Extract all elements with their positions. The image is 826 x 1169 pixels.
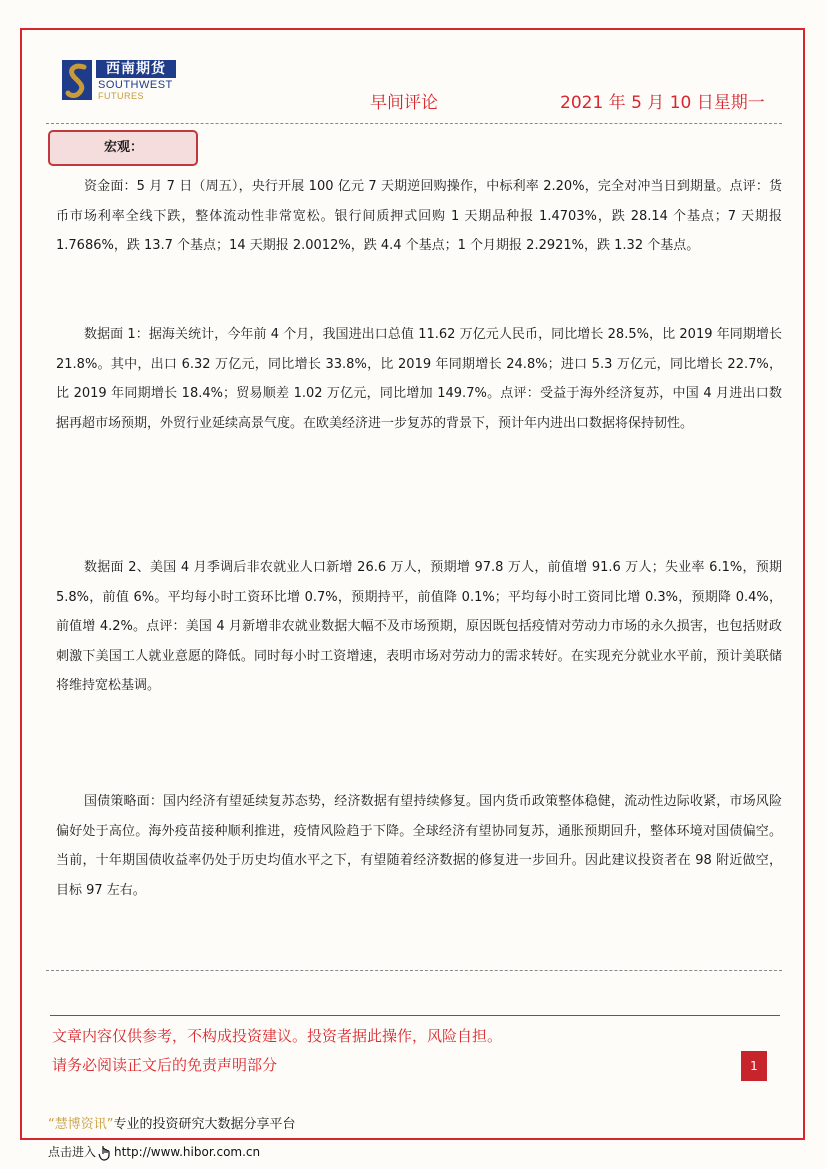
- paragraph-data-2: 数据面 2、美国 4 月季调后非农就业人口新增 26.6 万人，预期增 97.8 万人，前值增 91.6 万人；失业率 6.1%，预期 5.8%，前值 6%。平均每小时工资环比增 0.7%，预期持平，前值降 0.1%；平均每小时工资同比增 0.3%，预期降 0.4%，前值增 4.2%。点评：美国 4 月新增非农就业数据大幅不及市场预期，原因既包括疫情对劳动力市场的永久损害，也包括财政刺激下美国工人就业意愿的降低。同时每小时工资增速，表明市场对劳动力的需求转好。在实现充分就业水平前，预计美联储将维持宽松基调。: [56, 560, 782, 693]
- footer-link[interactable]: [48, 1143, 260, 1161]
- page-number: 1: [741, 1051, 767, 1081]
- footer-tagline: [48, 1113, 296, 1132]
- body-divider: [46, 970, 782, 971]
- logo-chinese-name: 西南期货: [96, 60, 176, 78]
- disclaimer-divider: [50, 1015, 780, 1016]
- footer-link-prefix: 点击进入: [48, 1145, 97, 1159]
- report-title: 早间评论: [370, 93, 438, 113]
- footer-url[interactable]: http://www.hibor.com.cn: [114, 1145, 261, 1159]
- report-date: 2021 年 5 月 10 日星期一: [560, 93, 765, 113]
- footer-slogan: 专业的投资研究大数据分享平台: [113, 1117, 296, 1132]
- paragraph-funding: 资金面：5 月 7 日（周五），央行开展 100 亿元 7 天期逆回购操作，中标利率 2.20%，完全对冲当日到期量。点评：货币市场利率全线下跌，整体流动性非常宽松。银行间质押式回购 1 天期品种报 1.4703%，跌 28.14 个基点；7 天期报 1.7686%，跌 13.7 个基点；14 天期报 2.0012%，跌 4.4 个基点；1 个月期报 2.2921%，跌 1.32 个基点。: [56, 179, 782, 253]
- hand-pointer-icon: [98, 1145, 112, 1161]
- disclaimer-line-2: 请务必阅读正文后的免责声明部分: [52, 1056, 278, 1074]
- logo-english-name: SOUTHWEST: [98, 79, 173, 91]
- section-label: 宏观：: [48, 130, 198, 166]
- header-divider: [46, 123, 782, 124]
- company-logo: [60, 58, 180, 104]
- footer-brand: “慧博资讯”: [48, 1117, 114, 1132]
- logo-english-subname: FUTURES: [98, 91, 144, 101]
- paragraph-data-1: 数据面 1：据海关统计，今年前 4 个月，我国进出口总值 11.62 万亿元人民币，同比增长 28.5%，比 2019 年同期增长 21.8%。其中，出口 6.32 万亿元，同比增长 33.8%，比 2019 年同期增长 24.8%；进口 5.3 万亿元，同比增长 22.7%，比 2019 年同期增长 18.4%；贸易顺差 1.02 万亿元，同比增加 149.7%。点评：受益于海外经济复苏，中国 4 月进出口数据再超市场预期，外贸行业延续高景气度。在欧美经济进一步复苏的背景下，预计年内进出口数据将保持韧性。: [56, 327, 782, 431]
- logo-s-mark-icon: [60, 58, 94, 102]
- paragraph-bond-strategy: 国债策略面：国内经济有望延续复苏态势，经济数据有望持续修复。国内货币政策整体稳健，流动性边际收紧，市场风险偏好处于高位。海外疫苗接种顺利推进，疫情风险趋于下降。全球经济有望协同复苏，通胀预期回升，整体环境对国债偏空。当前，十年期国债收益率仍处于历史均值水平之下，有望随着经济数据的修复进一步回升。因此建议投资者在 98 附近做空，目标 97 左右。: [56, 794, 782, 898]
- disclaimer-line-1: 文章内容仅供参考，不构成投资建议。投资者据此操作，风险自担。: [52, 1027, 503, 1045]
